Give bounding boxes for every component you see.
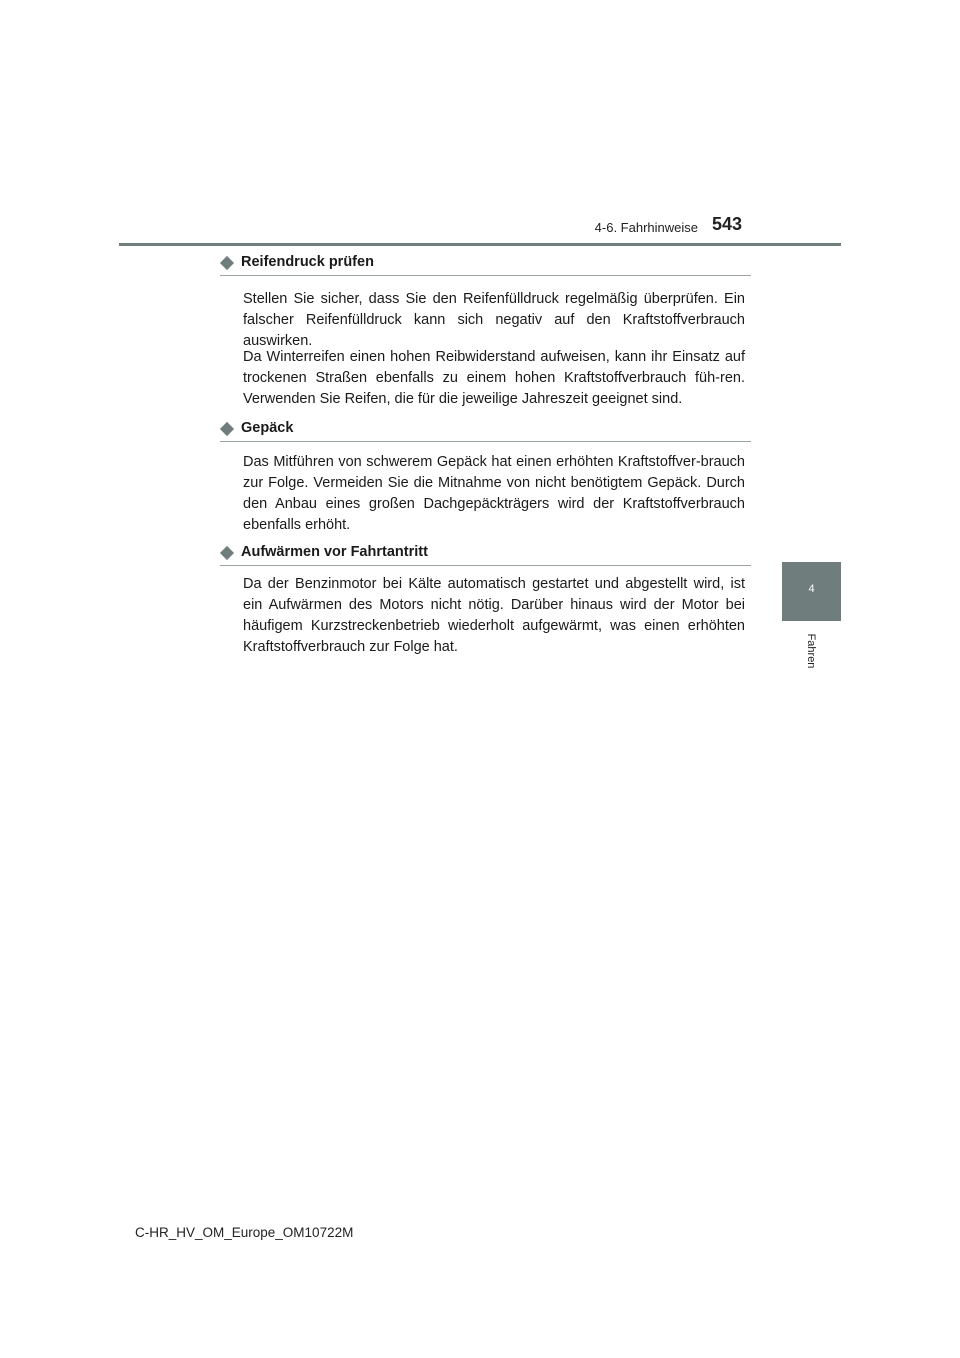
section-divider (220, 275, 751, 276)
section-title: Gepäck (241, 420, 294, 436)
section-title: Reifendruck prüfen (241, 254, 374, 270)
section-heading (220, 420, 751, 440)
section-heading (220, 254, 751, 274)
body-paragraph: Da der Benzinmotor bei Kälte automatisch gestartet und abgestellt wird, ist ein Aufwärmen des Motors nicht nötig. Darüber hinaus wird der Motor bei häufigem Kurzstreckenbetrieb wiederholt aufgewärmt, was einen erhöhten Kraftstoffverbrauch zur Folge hat. (243, 576, 745, 655)
chapter-number: 4 (808, 583, 815, 595)
section-reference: 4-6. Fahrhinweise (594, 220, 698, 235)
section-divider (220, 441, 751, 442)
section-divider (220, 565, 751, 566)
chapter-tab (782, 562, 841, 621)
chapter-label (800, 629, 822, 673)
diamond-bullet-icon (220, 256, 234, 270)
chapter-label-text: Fahren (805, 633, 817, 669)
section-title: Aufwärmen vor Fahrtantritt (241, 544, 428, 560)
header-divider (119, 243, 841, 246)
diamond-bullet-icon (220, 422, 234, 436)
diamond-bullet-icon (220, 546, 234, 560)
body-paragraph: Stellen Sie sicher, dass Sie den Reifenfülldruck regelmäßig überprüfen. Ein falscher Reifenfülldruck kann sich negativ auf den Kraftstoffverbrauch auswirken. (243, 291, 745, 349)
body-paragraph: Das Mitführen von schwerem Gepäck hat einen erhöhten Kraftstoffver-brauch zur Folge. Vermeiden Sie die Mitnahme von nicht benötigtem Gepäck. Durch den Anbau eines großen Dachgepäckträgers wird der Kraftstoffverbrauch ebenfalls erhöht. (243, 454, 745, 533)
section-heading (220, 544, 751, 564)
body-paragraph: Da Winterreifen einen hohen Reibwiderstand aufweisen, kann ihr Einsatz auf trockenen Straßen ebenfalls zu einem hohen Kraftstoffverbrauch füh-ren. Verwenden Sie Reifen, die für die jeweilige Jahreszeit geeignet sind. (243, 349, 745, 407)
page-number: 543 (712, 214, 743, 234)
document-code: C-HR_HV_OM_Europe_OM10722M (135, 1225, 354, 1240)
